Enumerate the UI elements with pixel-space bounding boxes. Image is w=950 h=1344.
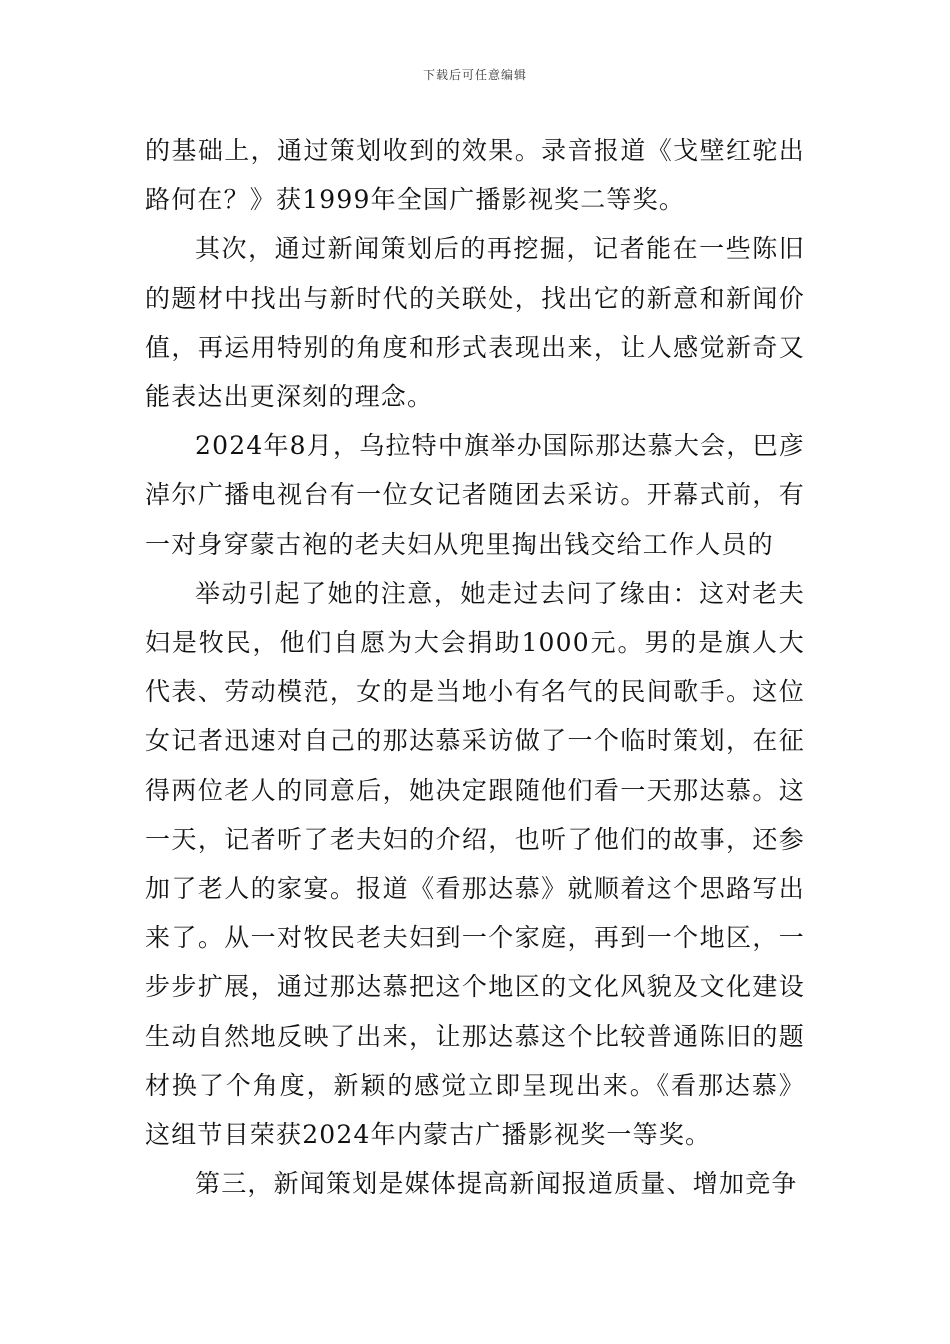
paragraph-5: 第三，新闻策划是媒体提高新闻报道质量、增加竞争	[195, 1169, 798, 1199]
paragraph-2: 其次，通过新闻策划后的再挖掘，记者能在一些陈旧的题材中找出与新时代的关联处，找出它的新意和新闻价值，再运用特别的角度和形式表现出来，让人感觉新奇又能表达出更深刻的理念。	[145, 234, 805, 412]
paragraph-1: 的基础上，通过策划收到的效果。录音报道《戈壁红驼出路何在？》获1999年全国广播影视奖二等奖。	[145, 136, 805, 215]
paragraph-4: 举动引起了她的注意，她走过去问了缘由：这对老夫妇是牧民，他们自愿为大会捐助1000元。男的是旗人大代表、劳动模范，女的是当地小有名气的民间歌手。这位女记者迅速对自己的那达慕采访做了一个临时策划，在征得两位老人的同意后，她决定跟随他们看一天那达慕。这一天，记者听了老夫妇的介绍，也听了他们的故事，还参加了老人的家宴。报道《看那达慕》就顺着这个思路写出来了。从一对牧民老夫妇到一个家庭，再到一个地区，一步步扩展，通过那达慕把这个地区的文化风貌及文化建设生动自然地反映了出来，让那达慕这个比较普通陈旧的题材换了个角度，新颖的感觉立即呈现出来。《看那达慕》这组节目荣获2024年内蒙古广播影视奖一等奖。	[145, 578, 805, 1150]
paragraph-3: 2024年8月，乌拉特中旗举办国际那达慕大会，巴彦淖尔广播电视台有一位女记者随团去采访。开幕式前，有一对身穿蒙古袍的老夫妇从兜里掏出钱交给工作人员的	[145, 431, 805, 559]
document-body	[145, 126, 805, 1208]
page-header: 下载后可任意编辑	[422, 68, 527, 82]
